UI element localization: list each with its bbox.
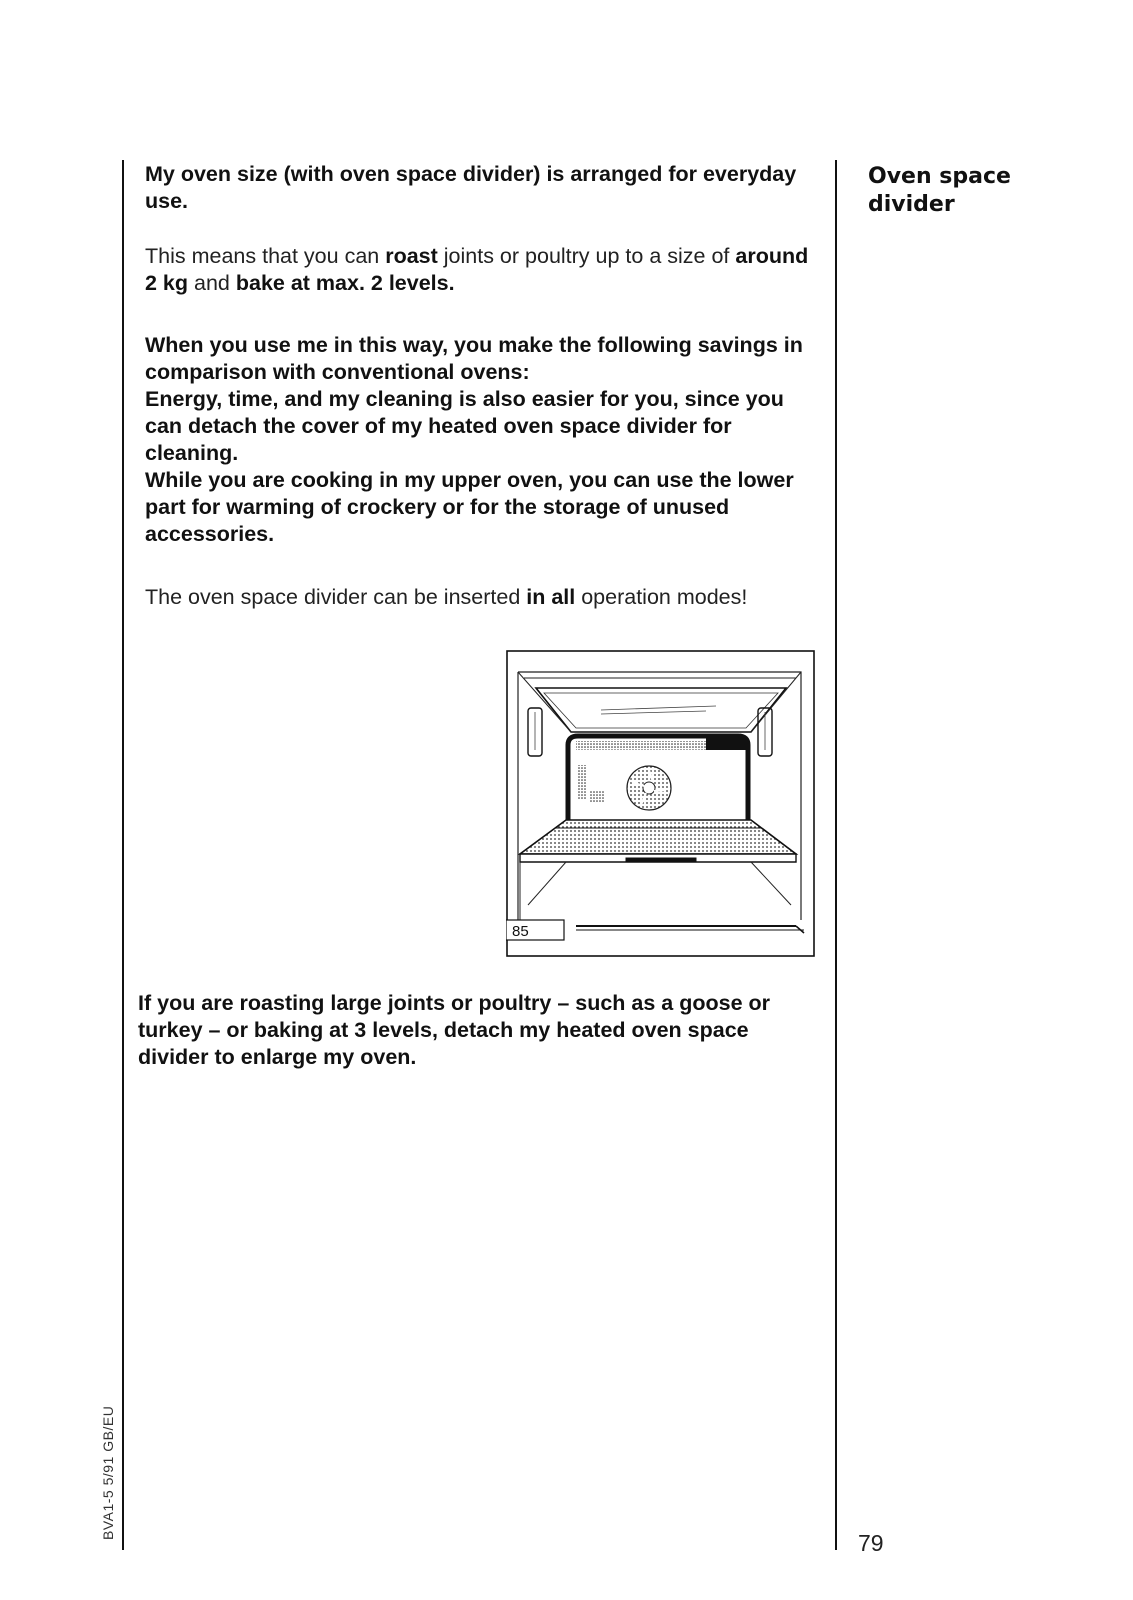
capacity-paragraph xyxy=(145,243,825,297)
modes-text xyxy=(145,584,825,611)
column-divider-rule xyxy=(835,160,837,1550)
capacity-text-3: and xyxy=(188,271,236,295)
intro-paragraph xyxy=(145,161,825,215)
savings-intro: When you use me in this way, you make the following savings in comparison with conventional ovens: xyxy=(145,333,803,384)
modes-text-1: The oven space divider can be inserted xyxy=(145,585,527,609)
oven-space-divider xyxy=(520,820,796,854)
modes-text-in-all: in all xyxy=(526,585,576,609)
capacity-text xyxy=(145,243,825,297)
savings-paragraph xyxy=(145,332,825,548)
oven-interior-illustration xyxy=(506,650,816,960)
section-heading: Oven space divider xyxy=(868,164,1011,217)
figure-number: 85 xyxy=(512,923,529,940)
page-number: 79 xyxy=(858,1530,884,1556)
enlarge-text: If you are roasting large joints or poultry – such as a goose or turkey – or baking at 3 levels, detach my heated oven space divider to enlarge my oven. xyxy=(138,991,771,1069)
capacity-text-levels: bake at max. 2 levels. xyxy=(235,271,455,295)
capacity-text-1: This means that you can xyxy=(145,244,386,268)
modes-text-2: operation modes! xyxy=(575,585,748,609)
left-margin-rule xyxy=(122,160,124,1550)
modes-paragraph xyxy=(145,584,825,611)
intro-text: My oven size (with oven space divider) is arranged for everyday use. xyxy=(145,162,797,213)
savings-lower-part: While you are cooking in my upper oven, you can use the lower part for warming of crockery or for the storage of unused accessories. xyxy=(145,468,794,546)
savings-cleaning: Energy, time, and my cleaning is also easier for you, since you can detach the cover of my heated oven space divider for cleaning. xyxy=(145,387,784,465)
capacity-text-2: joints or poultry up to a size of xyxy=(437,244,736,268)
document-code: BVA1-5 5/91 GB/EU xyxy=(100,1405,116,1540)
enlarge-paragraph xyxy=(138,990,823,1071)
capacity-text-roast: roast xyxy=(385,244,438,268)
capacity-text-weight: around 2 kg xyxy=(145,244,809,295)
